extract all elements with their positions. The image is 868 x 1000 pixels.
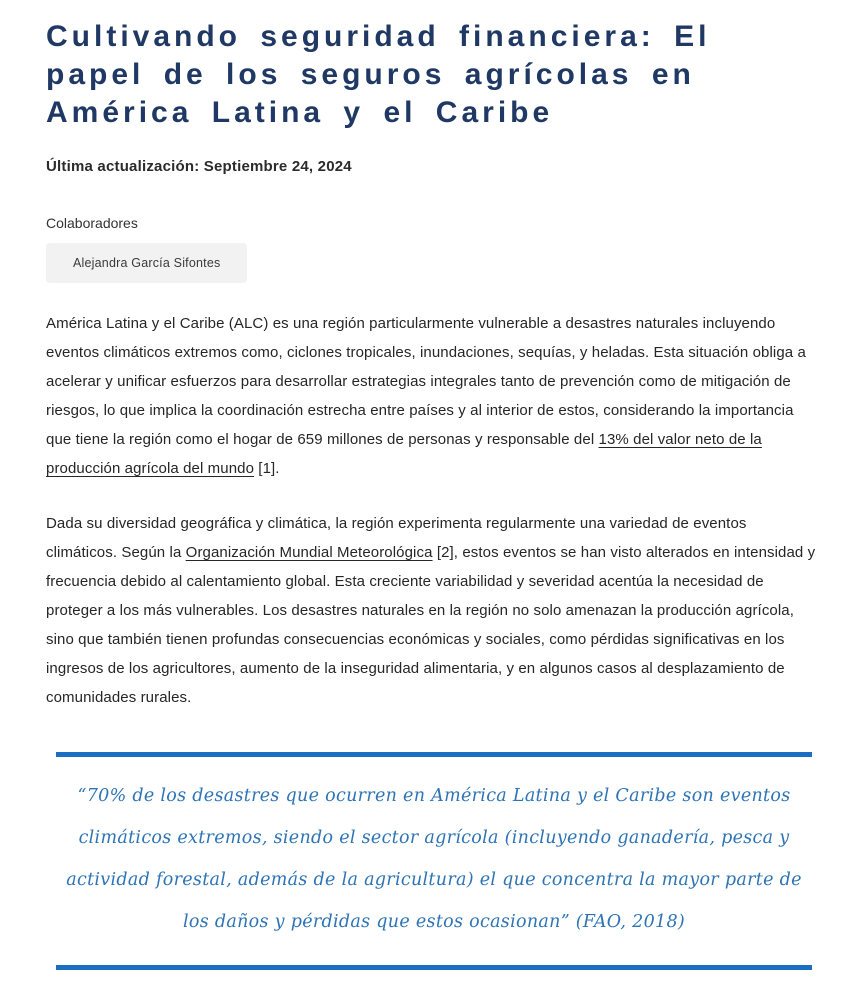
paragraph-1-text: América Latina y el Caribe (ALC) es una región particularmente vulnerable a desastres naturales incluyendo eventos climáticos extremos como, ciclones tropicales, inundaciones, sequías, y heladas. Esta situación obliga a acelerar y unificar esfuerzos para desarrollar estrategias integrales tanto de prevención como de mitigación de riesgos, lo que implica la coordinación estrecha entre países y al interior de estos, considerando la importancia que tiene la región como el hogar de 659 millones de personas y responsable del [46, 315, 806, 448]
article-body [46, 309, 820, 712]
paragraph-1-citation: [1]. [254, 460, 280, 477]
paragraph-2 [46, 509, 820, 712]
paragraph-2-text: Dada su diversidad geográfica y climática, la región experimenta regularmente una variedad de eventos climáticos. Según la [46, 515, 747, 561]
contributors-label: Colaboradores [46, 215, 138, 231]
paragraph-2-rest: [2], estos eventos se han visto alterados en intensidad y frecuencia debido al calentamiento global. Esta creciente variabilidad y severidad acentúa la necesidad de proteger a los más vulnerables. Los desastres naturales en la región no solo amenazan la producción agrícola, sino que también tienen profundas consecuencias económicas y sociales, como pérdidas significativas en los ingresos de los agricultores, aumento de la inseguridad alimentaria, y en algunos casos al desplazamiento de comunidades rurales. [46, 544, 816, 706]
contributor-chip[interactable]: Alejandra García Sifontes [46, 243, 247, 283]
production-value-link[interactable]: 13% del valor neto de la producción agrícola del mundo [46, 431, 762, 477]
paragraph-1 [46, 309, 820, 483]
pull-quote-text: “70% de los desastres que ocurren en América Latina y el Caribe son eventos climáticos extremos, siendo el sector agrícola (incluyendo ganadería, pesca y actividad forestal, además de la agricultura) el que concentra la mayor parte de los daños y pérdidas que estos ocasionan” (FAO, 2018) [66, 786, 802, 932]
contributors-section [46, 215, 820, 283]
article-page [46, 18, 820, 970]
wmo-link[interactable]: Organización Mundial Meteorológica [185, 544, 433, 561]
pull-quote [56, 752, 812, 970]
last-updated-line: Última actualización: Septiembre 24, 2024 [46, 158, 352, 175]
page-title: Cultivando seguridad financiera: El papel de los seguros agrícolas en América Latina y el Caribe [46, 20, 711, 129]
